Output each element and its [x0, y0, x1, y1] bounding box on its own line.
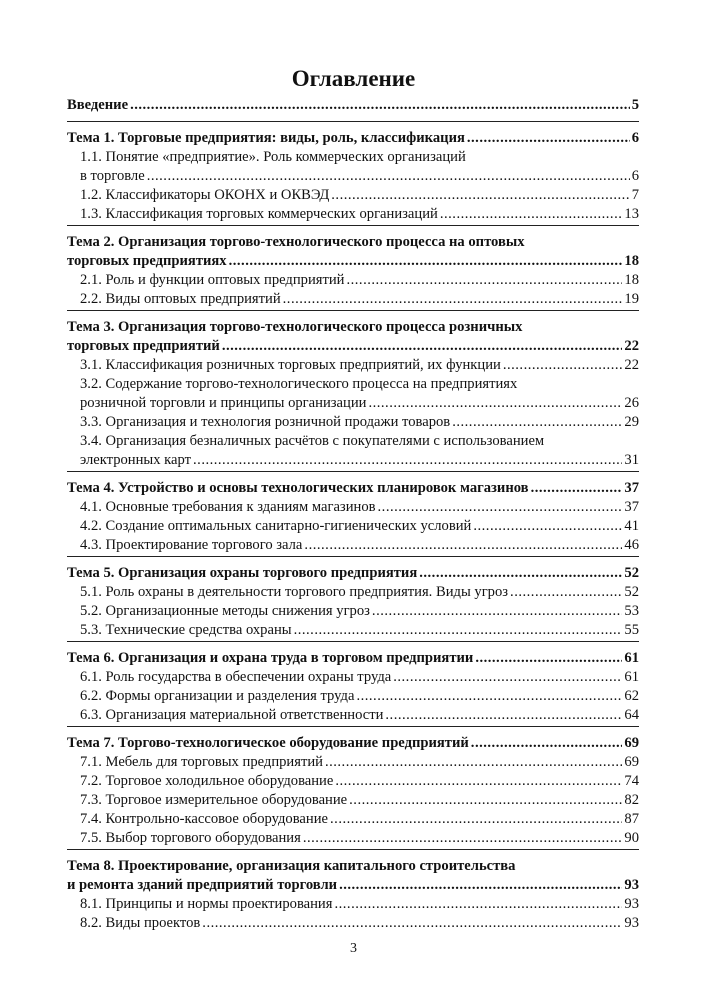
toc-page-number: 37 — [624, 499, 639, 515]
dot-leader — [349, 791, 622, 810]
dot-leader — [356, 687, 622, 706]
toc-page-number: 52 — [624, 584, 639, 600]
dot-leader — [222, 337, 623, 356]
toc-page-number: 69 — [624, 735, 639, 751]
toc-topic-entry[interactable] — [67, 649, 639, 668]
dot-leader — [334, 895, 622, 914]
toc-subsection-entry[interactable] — [67, 772, 639, 791]
toc-entry-title: Тема 2. Организация торгово-технологического процесса на оптовых — [67, 234, 525, 250]
dot-leader — [531, 479, 623, 498]
toc-page-number: 6 — [631, 168, 639, 184]
toc-entry-title: 3.3. Организация и технология розничной продажи товаров — [80, 414, 451, 430]
toc-page-number: 29 — [624, 414, 639, 430]
dot-leader — [503, 356, 623, 375]
toc-entry-title: Тема 5. Организация охраны торгового предприятия — [67, 565, 418, 581]
toc-page-number: 53 — [624, 603, 639, 619]
page-title: Оглавление — [291, 66, 416, 91]
toc-subsection-entry[interactable] — [67, 186, 639, 205]
toc-subsection-entry[interactable] — [67, 517, 639, 536]
dot-leader — [467, 129, 630, 148]
toc-entry-title: Тема 3. Организация торгово-технологического процесса розничных — [67, 319, 523, 335]
toc-entry-title: Введение — [67, 97, 129, 113]
toc-subsection-entry[interactable] — [67, 413, 639, 432]
toc-page-number: 13 — [624, 206, 639, 222]
toc-subsection-entry[interactable] — [67, 375, 639, 413]
toc-entry-title: 3.4. Организация безналичных расчётов с покупателями с использованием — [80, 433, 545, 449]
toc-entry-title: 3.1. Классификация розничных торговых предприятий, их функции — [80, 357, 501, 373]
toc-page-number: 37 — [624, 480, 639, 496]
toc-subsection-entry[interactable] — [67, 829, 639, 848]
toc-page-number: 19 — [624, 291, 639, 307]
toc-entry-title: 2.2. Виды оптовых предприятий — [80, 291, 281, 307]
toc-subsection-entry[interactable] — [67, 914, 639, 933]
section-divider — [67, 849, 639, 850]
dot-leader — [147, 167, 630, 186]
dot-leader — [419, 564, 622, 583]
dot-leader — [294, 621, 623, 640]
dot-leader — [346, 271, 622, 290]
dot-leader — [130, 96, 630, 115]
toc-topic-entry[interactable] — [67, 318, 639, 356]
toc-page-number: 7 — [631, 187, 639, 203]
toc-entry-title: 7.3. Торговое измерительное оборудование — [80, 792, 348, 808]
dot-leader — [393, 668, 622, 687]
toc-entry-title: 4.3. Проектирование торгового зала — [80, 537, 303, 553]
toc-page-number: 22 — [624, 338, 639, 354]
toc-page-number: 61 — [624, 669, 639, 685]
toc-entry-title: торговых предприятиях — [67, 253, 227, 269]
toc-topic-entry[interactable] — [67, 233, 639, 271]
toc-entry-title: в торговле — [80, 168, 145, 184]
dot-leader — [440, 205, 623, 224]
dot-leader — [473, 517, 622, 536]
toc-page-number: 93 — [624, 915, 639, 931]
dot-leader — [325, 753, 622, 772]
dot-leader — [385, 706, 622, 725]
dot-leader — [283, 290, 623, 309]
dot-leader — [339, 876, 622, 895]
toc-topic-entry[interactable] — [67, 734, 639, 753]
section-divider — [67, 225, 639, 226]
toc-entry-title: Тема 7. Торгово-технологическое оборудование предприятий — [67, 735, 469, 751]
toc-page-number: 18 — [624, 253, 639, 269]
toc-page-number: 87 — [624, 811, 639, 827]
toc-page-number: 62 — [624, 688, 639, 704]
toc-entry-title: 5.2. Организационные методы снижения угроз — [80, 603, 370, 619]
dot-leader — [510, 583, 622, 602]
toc-page-number: 69 — [624, 754, 639, 770]
toc-entry-title: 4.2. Создание оптимальных санитарно-гигиенических условий — [80, 518, 472, 534]
toc-entry-title: Тема 8. Проектирование, организация капитального строительства — [67, 858, 516, 874]
dot-leader — [304, 536, 622, 555]
toc-subsection-entry[interactable] — [67, 536, 639, 555]
toc-topic-entry[interactable] — [67, 129, 639, 148]
toc-entry-title: 7.4. Контрольно-кассовое оборудование — [80, 811, 329, 827]
section-divider — [67, 641, 639, 642]
toc-entry-title: Тема 4. Устройство и основы технологических планировок магазинов — [67, 480, 529, 496]
section-divider — [67, 471, 639, 472]
toc-subsection-entry[interactable] — [67, 668, 639, 687]
toc-entry-title: 6.2. Формы организации и разделения труда — [80, 688, 355, 704]
toc-entry-title: 8.1. Принципы и нормы проектирования — [80, 896, 333, 912]
dot-leader — [330, 810, 622, 829]
toc-page-number: 6 — [631, 130, 639, 146]
toc-topic-entry[interactable] — [67, 857, 639, 895]
toc-page-number: 52 — [624, 565, 639, 581]
toc-page-number: 93 — [624, 896, 639, 912]
dot-leader — [193, 451, 622, 470]
dot-leader — [475, 649, 622, 668]
dot-leader — [229, 252, 623, 271]
toc-entry-title: Тема 1. Торговые предприятия: виды, роль, классификация — [67, 130, 465, 146]
dot-leader — [331, 186, 629, 205]
toc-subsection-entry[interactable] — [67, 810, 639, 829]
toc-topic-entry[interactable] — [67, 479, 639, 498]
toc-subsection-entry[interactable] — [67, 791, 639, 810]
toc-entry-title: 7.1. Мебель для торговых предприятий — [80, 754, 323, 770]
toc-subsection-entry[interactable] — [67, 356, 639, 375]
toc-page-number: 31 — [624, 452, 639, 468]
toc-subsection-entry[interactable] — [67, 432, 639, 470]
toc-page-number: 55 — [624, 622, 639, 638]
toc-entry-title: розничной торговли и принципы организации — [80, 395, 367, 411]
toc-entry-title: и ремонта зданий предприятий торговли — [67, 877, 338, 893]
section-divider — [67, 121, 639, 122]
dot-leader — [378, 498, 623, 517]
toc-page-number: 74 — [624, 773, 639, 789]
toc-page-number: 5 — [631, 97, 639, 113]
toc-entry-title: Тема 6. Организация и охрана труда в торговом предприятии — [67, 650, 474, 666]
table-of-contents — [67, 96, 639, 933]
toc-page-number: 18 — [624, 272, 639, 288]
toc-entry-title: 1.2. Классификаторы ОКОНХ и ОКВЭД — [80, 187, 330, 203]
dot-leader — [368, 394, 622, 413]
toc-entry-title: 3.2. Содержание торгово-технологического процесса на предприятиях — [80, 376, 518, 392]
toc-entry-title: 8.2. Виды проектов — [80, 915, 201, 931]
toc-subsection-entry[interactable] — [67, 290, 639, 309]
section-divider — [67, 726, 639, 727]
toc-subsection-entry[interactable] — [67, 895, 639, 914]
toc-topic-entry[interactable] — [67, 564, 639, 583]
dot-leader — [303, 829, 623, 848]
toc-page-number: 41 — [624, 518, 639, 534]
toc-subsection-entry[interactable] — [67, 687, 639, 706]
toc-page-number: 61 — [624, 650, 639, 666]
toc-subsection-entry[interactable] — [67, 753, 639, 772]
toc-subsection-entry[interactable] — [67, 621, 639, 640]
toc-entry-title: 4.1. Основные требования к зданиям магазинов — [80, 499, 376, 515]
toc-entry-title: 7.2. Торговое холодильное оборудование — [80, 773, 334, 789]
toc-entry-title: электронных карт — [80, 452, 192, 468]
toc-subsection-entry[interactable] — [67, 602, 639, 621]
toc-subsection-entry[interactable] — [67, 148, 639, 186]
toc-entry-title: 7.5. Выбор торгового оборудования — [80, 830, 301, 846]
toc-page-number: 46 — [624, 537, 639, 553]
toc-entry-title: 6.3. Организация материальной ответственности — [80, 707, 384, 723]
toc-page-number: 64 — [624, 707, 639, 723]
toc-page-number: 82 — [624, 792, 639, 808]
dot-leader — [452, 413, 622, 432]
section-divider — [67, 310, 639, 311]
toc-entry-title: 1.1. Понятие «предприятие». Роль коммерческих организаций — [80, 149, 466, 165]
dot-leader — [202, 914, 622, 933]
toc-page-number: 93 — [624, 877, 639, 893]
dot-leader — [335, 772, 622, 791]
toc-entry-title: 2.1. Роль и функции оптовых предприятий — [80, 272, 345, 288]
toc-page-number: 22 — [624, 357, 639, 373]
dot-leader — [471, 734, 623, 753]
toc-subsection-entry[interactable] — [67, 706, 639, 725]
toc-subsection-entry[interactable] — [67, 583, 639, 602]
toc-page-number: 26 — [624, 395, 639, 411]
toc-entry-title: 6.1. Роль государства в обеспечении охраны труда — [80, 669, 392, 685]
toc-subsection-entry[interactable] — [67, 205, 639, 224]
section-divider — [67, 556, 639, 557]
toc-subsection-entry[interactable] — [67, 498, 639, 517]
toc-subsection-entry[interactable] — [67, 271, 639, 290]
dot-leader — [372, 602, 622, 621]
page-number: 3 — [350, 941, 357, 956]
toc-entry-title: 1.3. Классификация торговых коммерческих организаций — [80, 206, 438, 222]
toc-page-number: 90 — [624, 830, 639, 846]
toc-entry-title: 5.3. Технические средства охраны — [80, 622, 292, 638]
toc-entry-title: торговых предприятий — [67, 338, 220, 354]
toc-entry-title: 5.1. Роль охраны в деятельности торгового предприятия. Виды угроз — [80, 584, 509, 600]
toc-intro-entry[interactable] — [67, 96, 639, 115]
